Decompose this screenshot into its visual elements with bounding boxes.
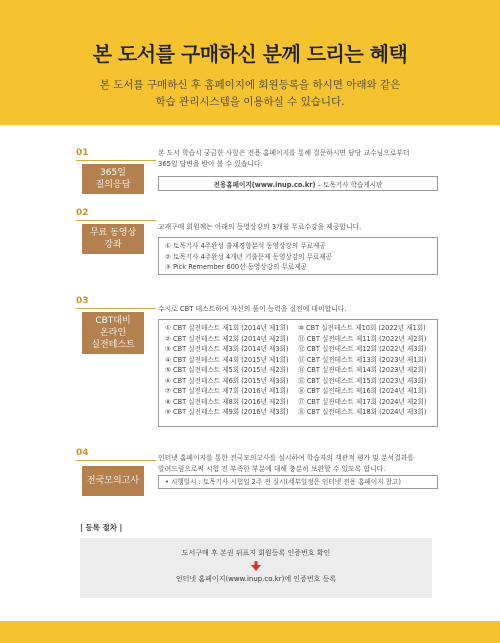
desc-line: 교재구매 회원께는 아래의 동영상강의 3개월 무료수강을 제공합니다. xyxy=(158,223,362,231)
section-number: 04 xyxy=(76,448,89,458)
section-qna xyxy=(76,148,436,208)
desc-line: 본 도서 학습시 궁금한 사항은 전용 홈페이지를 통해 질문하시면 담당 교수님으로부터 xyxy=(158,149,410,157)
header-banner xyxy=(0,0,500,125)
cbt-test-item[interactable]: ⑫ CBT 실전테스트 제12회 (2022년 제3회) xyxy=(298,345,427,353)
homepage-link[interactable]: 전용홈페이지(www.inup.co.kr) xyxy=(213,181,316,189)
desc-line: 365일 답변을 받아 볼 수 있습니다. xyxy=(158,159,263,168)
badge-line: 온라인 xyxy=(99,328,127,338)
cbt-test-item[interactable]: ⑧ CBT 실전테스트 제8회 (2016년 제2회) xyxy=(165,397,289,406)
section-number: 03 xyxy=(76,296,89,306)
cbt-test-item[interactable]: ⑰ CBT 실전테스트 제17회 (2024년 제2회) xyxy=(298,397,427,406)
cbt-test-item[interactable]: ⑪ CBT 실전테스트 제11회 (2022년 제2회) xyxy=(298,334,427,343)
section-description xyxy=(158,453,438,474)
cbt-test-item[interactable]: ③ CBT 실전테스트 제3회 (2014년 제3회) xyxy=(165,345,289,353)
badge-line: 전국모의고사 xyxy=(86,476,140,486)
exam-schedule-box xyxy=(158,475,438,489)
list-item: ① 토목기사 4주완성 출제경향분석 동영상강의 무료제공 xyxy=(165,242,326,250)
section-cbt-test xyxy=(76,296,436,436)
desc-line: 인터넷 홈페이지를 통한 전국모의고사를 실시하여 학습자의 객관적 평가 및 분석결과를 xyxy=(158,454,414,462)
section-divider xyxy=(76,220,156,221)
cbt-test-item[interactable]: ① CBT 실전테스트 제1회 (2014년 제1회) xyxy=(165,324,289,332)
cbt-right-column xyxy=(298,323,431,418)
registration-box xyxy=(80,538,432,598)
cbt-test-item[interactable]: ⑤ CBT 실전테스트 제5회 (2015년 제2회) xyxy=(165,366,289,374)
section-badge xyxy=(82,312,144,354)
cbt-left-column xyxy=(165,323,298,418)
section-number: 01 xyxy=(76,148,89,158)
cbt-test-item[interactable]: ⑮ CBT 실전테스트 제15회 (2023년 제3회) xyxy=(298,376,427,385)
section-badge xyxy=(82,466,144,496)
cbt-test-item[interactable]: ⑦ CBT 실전테스트 제7회 (2016년 제1회) xyxy=(165,387,289,395)
badge-line: 365일 xyxy=(100,168,126,178)
cbt-test-item[interactable]: ⑬ CBT 실전테스트 제13회 (2023년 제1회) xyxy=(298,355,427,364)
list-item: ② 토목기사 4주완성 4개년 기출문제 동영상강의 무료제공 xyxy=(165,252,333,261)
badge-line: 질의응답 xyxy=(95,180,131,190)
page-subtitle xyxy=(0,77,500,111)
cbt-test-item[interactable]: ⑨ CBT 실전테스트 제9회 (2016년 제3회) xyxy=(165,408,289,416)
section-description xyxy=(158,148,438,169)
section-mock-exam xyxy=(76,448,436,508)
homepage-board: – 토목기사 학습게시판 xyxy=(315,181,383,189)
registration-step-1: 도서구매 후 본권 뒤표지 회원등록 인증번호 확인 xyxy=(181,549,331,557)
registration-step-2: 인터넷 홈페이지(www.inup.co.kr)에 인증번호 등록 xyxy=(175,575,337,583)
footer-bar xyxy=(0,621,500,643)
homepage-info-box xyxy=(158,176,438,191)
badge-line: CBT대비 xyxy=(95,316,131,326)
desc-line: 알려드림으로써 시험 전 부족한 부분에 대해 충분히 보완할 수 있도록 합니다. xyxy=(158,464,386,473)
section-badge xyxy=(82,224,144,254)
cbt-test-item[interactable]: ④ CBT 실전테스트 제4회 (2015년 제1회) xyxy=(165,355,289,364)
section-divider xyxy=(76,460,156,461)
section-badge xyxy=(82,164,144,194)
page-title: 본 도서를 구매하신 분께 드리는 혜택 xyxy=(92,42,408,66)
section-divider xyxy=(76,308,156,309)
arrow-down-icon xyxy=(251,561,261,571)
section-description xyxy=(158,304,438,315)
section-description xyxy=(158,222,438,233)
subtitle-line-2: 학습 관리시스템을 이용하실 수 있습니다. xyxy=(155,96,345,108)
subtitle-line-1: 본 도서를 구매하신 후 홈페이지에 회원등록을 하시면 아래와 같은 xyxy=(99,79,401,91)
cbt-test-item[interactable]: ⑥ CBT 실전테스트 제6회 (2015년 제3회) xyxy=(165,376,289,385)
cbt-test-item[interactable]: ⑯ CBT 실전테스트 제16회 (2024년 제1회) xyxy=(298,387,427,395)
section-number: 02 xyxy=(76,208,89,218)
section-divider xyxy=(76,160,156,161)
badge-line: 강좌 xyxy=(104,240,122,250)
badge-line: 실전테스트 xyxy=(91,340,135,350)
badge-line: 무료 동영상 xyxy=(89,228,137,238)
cbt-list-box xyxy=(158,319,438,427)
exam-schedule-text: • 시행일시 : 토목기사 시험일 2주 전 실시(세부일정은 인터넷 전용 홈페이지 참고) xyxy=(165,478,401,486)
cbt-test-item[interactable]: ⑭ CBT 실전테스트 제14회 (2023년 제2회) xyxy=(298,366,427,374)
cbt-test-item[interactable]: ② CBT 실전테스트 제2회 (2014년 제2회) xyxy=(165,334,289,343)
list-item: ③ Pick Remember 600선 동영상강의 무료제공 xyxy=(165,263,307,271)
registration-title: | 등록 절차 | xyxy=(80,523,123,532)
cbt-test-item[interactable]: ⑩ CBT 실전테스트 제10회 (2022년 제1회) xyxy=(298,324,426,332)
desc-line: 수시로 CBT 테스트하여 자신의 풀이 능력을 실전에 대비합니다. xyxy=(158,305,347,313)
video-list-box xyxy=(158,237,438,275)
cbt-test-item[interactable]: ⑱ CBT 실전테스트 제18회 (2024년 제3회) xyxy=(298,408,427,416)
section-free-video xyxy=(76,208,436,278)
